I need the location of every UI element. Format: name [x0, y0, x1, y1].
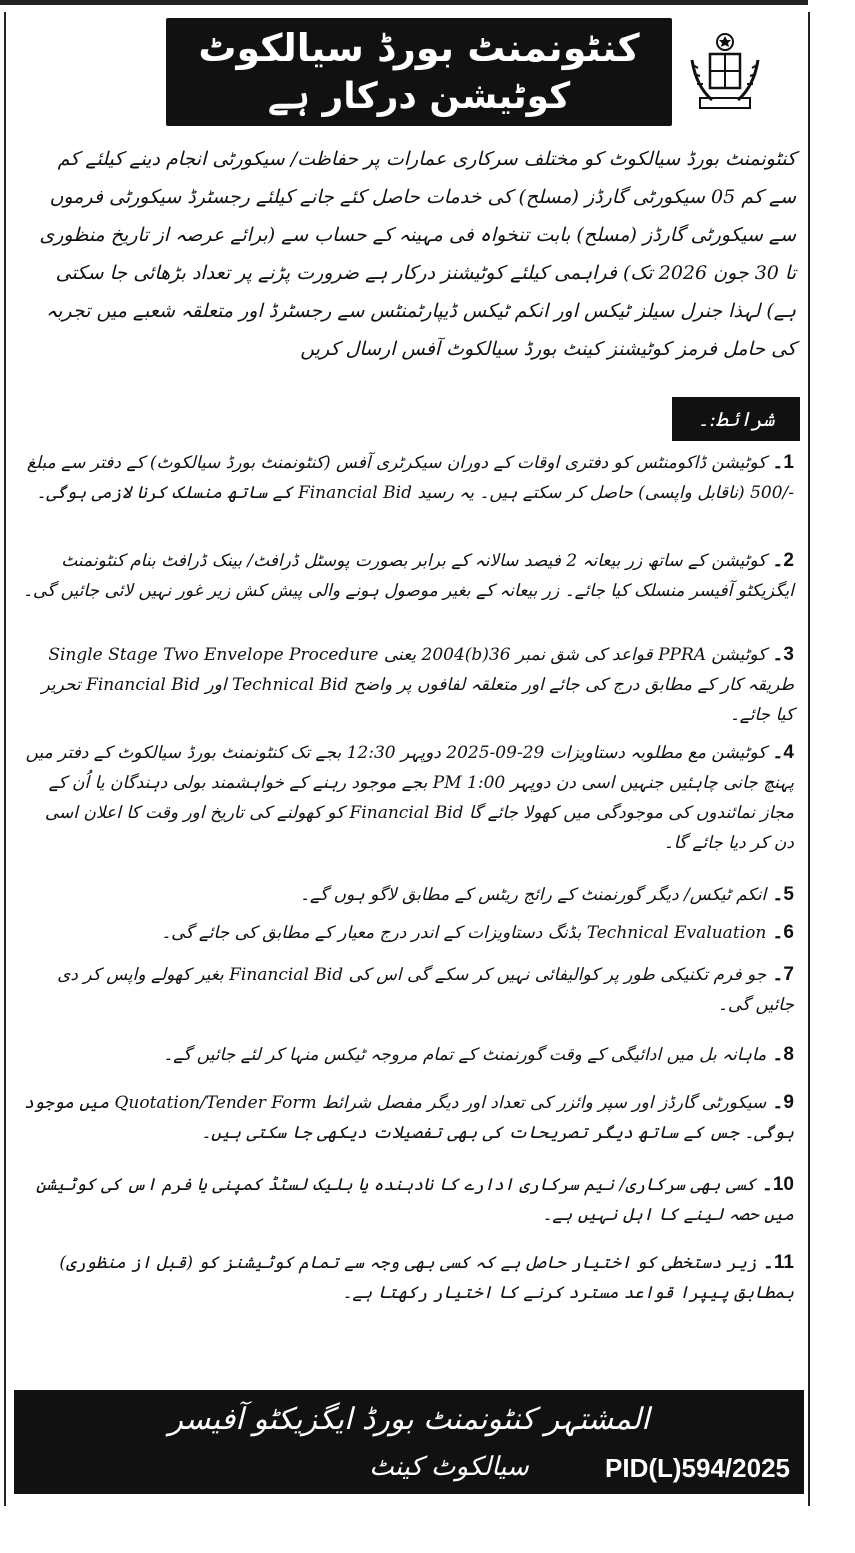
condition-number: 6۔	[772, 922, 794, 943]
condition-number: 10۔	[761, 1174, 794, 1195]
footer-banner	[14, 1390, 804, 1494]
title-line1: کنٹونمنٹ بورڈ سیالکوٹ	[198, 26, 640, 70]
condition-text: جو فرم تکنیکی طور پر کوالیفائی نہیں کر سکے گی اس کی Financial Bid بغیر کھولے واپس کر دی جائیں گی۔	[57, 965, 794, 1015]
condition-text: کسی بھی سرکاری/ نیم سرکاری ادارے کا نادہندہ یا بلیک لسٹڈ کمپنی یا فرم اس کی کوٹیشن میں حصہ لینے کا اہل نہیں ہے۔	[35, 1175, 794, 1225]
condition-item	[22, 1040, 794, 1070]
condition-item	[22, 738, 794, 858]
condition-item	[22, 960, 794, 1020]
condition-text: زیر دستخطی کو اختیار حاصل ہے کہ کسی بھی وجہ سے تمام کوٹیشنز کو (قبل از منظوری) بمطابق پیپرا قواعد مسترد کرنے کا اختیار رکھتا ہے۔	[59, 1253, 794, 1303]
condition-number: 4۔	[772, 742, 794, 763]
condition-number: 9۔	[772, 1092, 794, 1113]
condition-number: 2۔	[772, 550, 794, 571]
title-line2: کوٹیشن درکار ہے	[267, 76, 571, 117]
condition-number: 11۔	[762, 1252, 794, 1273]
footer-issuer: المشتہر کنٹونمنٹ بورڈ ایگزیکٹو آفیسر	[168, 1402, 650, 1437]
condition-number: 5۔	[772, 884, 794, 905]
condition-number: 1۔	[772, 452, 794, 473]
condition-text: ماہانہ بل میں ادائیگی کے وقت گورنمنٹ کے تمام مروجہ ٹیکس منہا کر لئے جائیں گے۔	[163, 1045, 767, 1065]
title-banner	[166, 18, 672, 126]
condition-item	[22, 1170, 794, 1230]
condition-item	[22, 448, 794, 508]
condition-item	[22, 1248, 794, 1308]
government-emblem-icon	[682, 30, 768, 116]
condition-text: کوٹیشن کے ساتھ زر بیعانہ 2 فیصد سالانہ کے برابر بصورت پوسٹل ڈرافٹ/ بینک ڈرافٹ بنام کنٹونمنٹ ایگزیکٹو آفیسر منسلک کیا جائے۔ زر بیعانہ کے بغیر موصول ہونے والی پیش کش زیر غور نہیں لائی جائیں گی۔	[22, 551, 794, 601]
condition-number: 3۔	[772, 644, 794, 665]
conditions-heading: شرائط:۔	[672, 397, 800, 441]
condition-item	[22, 640, 794, 730]
condition-text: کوٹیشن PPRA قواعد کی شق نمبر 36(b)2004 یعنی Single Stage Two Envelope Procedure طریقہ کار کے مطابق درج کی جائے اور متعلقہ لفافوں پر واضح Technical Bid اور Financial Bid تحریر کیا جائے۔	[41, 645, 794, 725]
intro-paragraph: کنٹونمنٹ بورڈ سیالکوٹ کو مختلف سرکاری عمارات پر حفاظت/ سیکورٹی انجام دینے کیلئے کم سے کم 05 سیکورٹی گارڈز (مسلح) کی خدمات حاصل کئے جانے کیلئے رجسٹرڈ سیکورٹی فرموں سے سیکورٹی گارڈز (مسلح) بابت تنخواہ فی مہینہ کے حساب سے (برائے عرصہ از تاریخ منظوری تا 30 جون 2026 تک) فراہمی کیلئے کوٹیشنز درکار ہے ضرورت پڑنے پر تعداد بڑھائی جا سکتی ہے) لہذا جنرل سیلز ٹیکس اور انکم ٹیکس ڈیپارٹمنٹس سے رجسٹرڈ اور متعلقہ شعبے میں تجربہ کی حامل فرمز کوٹیشنز کینٹ بورڈ سیالکوٹ آفس ارسال کریں	[39, 148, 796, 360]
condition-number: 7۔	[772, 964, 794, 985]
condition-text: سیکورٹی گارڈز اور سپر وائزر کی تعداد اور دیگر مفصل شرائط Quotation/Tender Form میں موجود ہوگی۔ جس کے ساتھ دیگر تصریحات کی بھی تفصیلات دیکھی جا سکتی ہیں۔	[23, 1093, 794, 1143]
footer-city: سیالکوٹ کینٹ	[369, 1452, 529, 1482]
condition-item	[22, 1088, 794, 1148]
footer-pid: PID(L)594/2025	[605, 1453, 790, 1483]
condition-text: کوٹیشن مع مطلوبہ دستاویزات 29-09-2025 دوپہر 12:30 بجے تک کنٹونمنٹ بورڈ سیالکوٹ کے دفتر میں پہنچ جانی چاہئیں جنہیں اسی دن دوپہر 1:00 PM بجے موجود رہنے کے خواہشمند بولی دہندگان یا اُن کے مجاز نمائندوں کی موجودگی میں کھولا جائے گا Financial Bid کو کھولنے کی تاریخ اور وقت کا اعلان اسی دن کر دیا جائے گا۔	[25, 743, 794, 853]
condition-item	[22, 880, 794, 910]
condition-number: 8۔	[772, 1044, 794, 1065]
top-rule	[0, 0, 808, 5]
condition-item	[22, 546, 794, 606]
condition-item	[12, 918, 794, 948]
condition-text: انکم ٹیکس/ دیگر گورنمنٹ کے رائج ریٹس کے مطابق لاگو ہوں گے۔	[300, 885, 767, 905]
condition-text: Technical Evaluation بڈنگ دستاویزات کے اندر درج معیار کے مطابق کی جائے گی۔	[161, 923, 767, 943]
condition-text: کوٹیشن ڈاکومنٹس کو دفتری اوقات کے دوران سیکرٹری آفس (کنٹونمنٹ بورڈ سیالکوٹ) کے دفتر سے مبلغ -/500 (ناقابل واپسی) حاصل کر سکتے ہیں۔ یہ رسید Financial Bid کے ساتھ منسلک کرنا لازمی ہوگی۔	[26, 453, 794, 503]
